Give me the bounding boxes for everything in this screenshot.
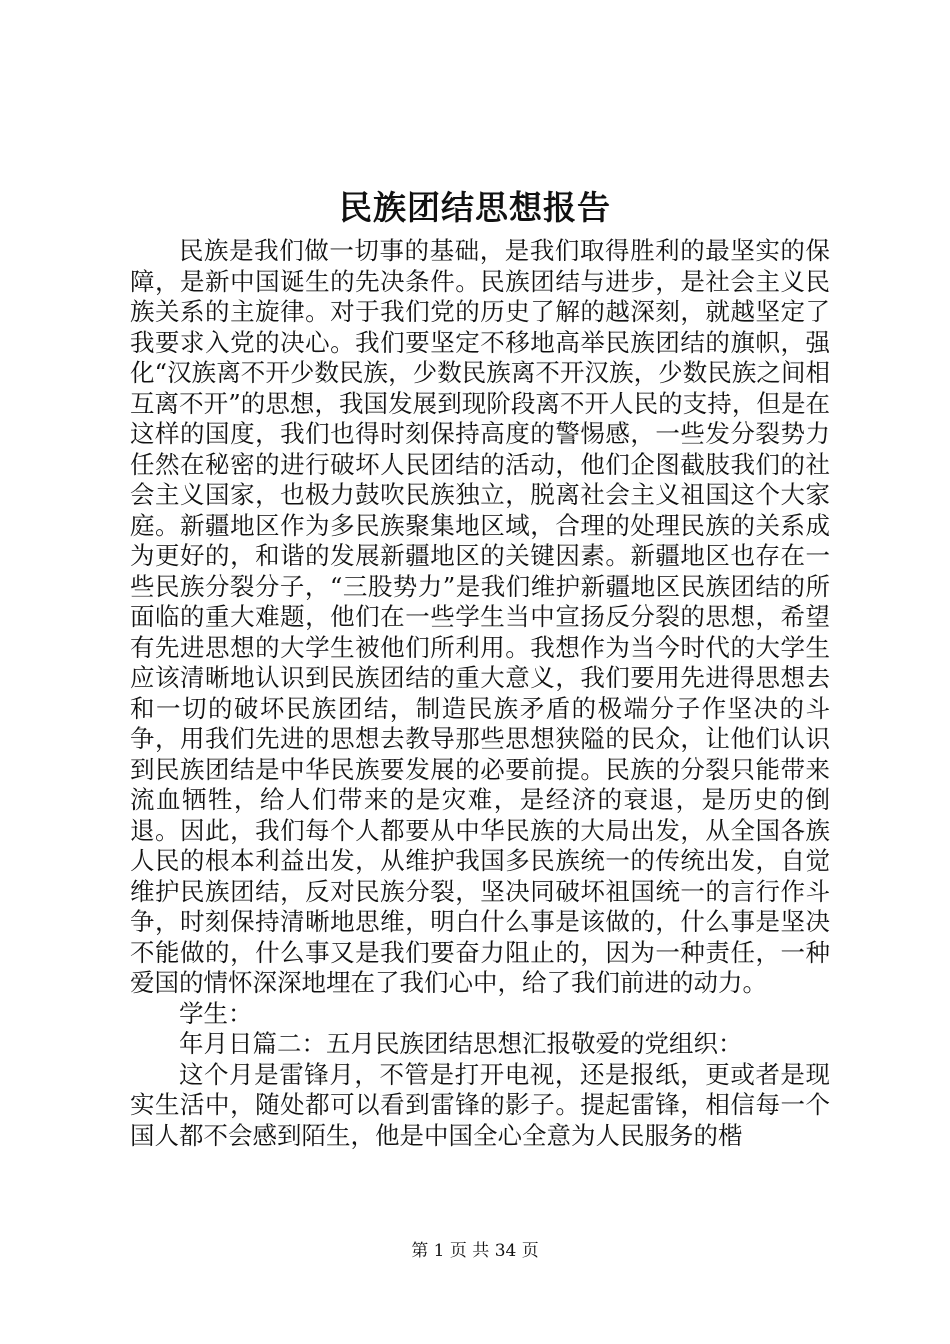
- page-footer: 第 1 页 共 34 页: [411, 1241, 539, 1261]
- body-paragraph-4: 这个月是雷锋月，不管是打开电视，还是报纸，更或者是现实生活中，随处都可以看到雷锋的影子。提起雷锋，相信每一个国人都不会感到陌生，他是中国全心全意为人民服务的楷: [130, 1059, 830, 1150]
- document-body: [130, 236, 830, 1151]
- document-title: 民族团结思想报告: [339, 188, 611, 227]
- body-paragraph-2: 学生：: [179, 998, 253, 1028]
- body-paragraph-1: 民族是我们做一切事的基础，是我们取得胜利的最坚实的保障，是新中国诞生的先决条件。民族团结与进步，是社会主义民族关系的主旋律。对于我们党的历史了解的越深刻，就越坚定了我要求入党的决心。我们要坚定不移地高举民族团结的旗帜，强化“汉族离不开少数民族，少数民族离不开汉族，少数民族之间相互离不开”的思想，我国发展到现阶段离不开人民的支持，但是在这样的国度，我们也得时刻保持高度的警惕感，一些发分裂势力任然在秘密的进行破坏人民团结的活动，他们企图截肢我们的社会主义国家，也极力鼓吹民族独立，脱离社会主义祖国这个大家庭。新疆地区作为多民族聚集地区域，合理的处理民族的关系成为更好的，和谐的发展新疆地区的关键因素。新疆地区也存在一些民族分裂分子，“三股势力”是我们维护新疆地区民族团结的所面临的重大难题，他们在一些学生当中宣扬反分裂的思想，希望有先进思想的大学生被他们所利用。我想作为当今时代的大学生应该清晰地认识到民族团结的重大意义，我们要用先进得思想去和一切的破坏民族团结，制造民族矛盾的极端分子作坚决的斗争，用我们先进的思想去教导那些思想狭隘的民众，让他们认识到民族团结是中华民族要发展的必要前提。民族的分裂只能带来流血牺牲，给人们带来的是灾难，是经济的衰退，是历史的倒退。因此，我们每个人都要从中华民族的大局出发，从全国各族人民的根本利益出发，从维护我国多民族统一的传统出发，自觉维护民族团结，反对民族分裂，坚决同破坏祖国统一的言行作斗争，时刻保持清晰地思维，明白什么事是该做的，什么事是坚决不能做的，什么事又是我们要奋力阻止的，因为一种责任，一种爱国的情怀深深地埋在了我们心中，给了我们前进的动力。: [130, 236, 830, 997]
- body-paragraph-3: 年月日篇二：五月民族团结思想汇报敬爱的党组织：: [179, 1029, 743, 1058]
